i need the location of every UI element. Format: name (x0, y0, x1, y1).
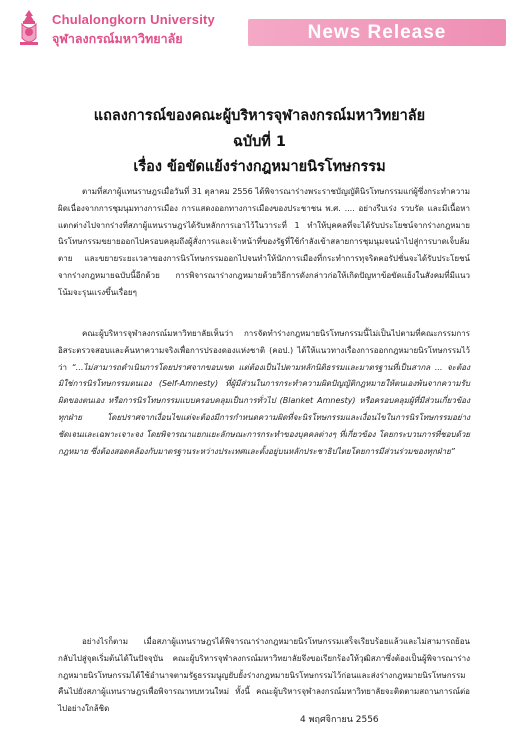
paragraph-2-quote: “...ไม่สามารถดำเนินการโดยปราศจากขอบเขต แต่ต้องเป็นไปตามหลักนิติธรรมและมาตรฐานที่เป็นสากล ... จะต้องมิใช่การนิรโทษกรรมตนเอง (Self-Amnesty) ที่ผู้มีส่วนในการกระทำความผิดปัญญัติกฎหมายให้ตนเองพ้นจากความรับผิดของตนเอง หรือการนิรโทษกรรมแบบครอบคลุมเป็นการทั่วไป (Blanket Amnesty) หรือครอบคลุมผู้ที่มีส่วนเกี่ยวข้องทุกฝ่าย โดยปราศจากเงื่อนไขแต่จะต้องมีการกำหนดความผิดที่จะนิรโทษกรรมและเงื่อนไขในการนิรโทษกรรมอย่างชัดเจนและเฉพาะเจาะจง โดยพิจารณาแยกแยะลักษณะการกระทำของบุคคลต่างๆ ที่เกี่ยวข้อง โดยกระบวนการที่ชอบด้วยกฎหมาย ซึ่งต้องสอดคล้องกับมาตรฐานระหว่างประเทศและตั้งอยู่บนหลักประชาธิปไตยโดยการมีส่วนร่วมของทุกฝ่าย” (58, 362, 470, 456)
paragraph-1: ตามที่สภาผู้แทนราษฎรเมื่อวันที่ 31 ตุลาคม 2556 ได้พิจารณาร่างพระราชบัญญัตินิรโทษกรรมแก่ผู้ซึ่งกระทำความผิดเนื่องจากการชุมนุมทางการเมือง การแสดงออกทางการเมืองของประชาชน พ.ศ. .... อย่างรีบเร่ง รวบรัด และมีเนื้อหาแตกต่างไปจากร่างที่สภาผู้แทนราษฎรได้รับหลักการเอาไว้ในวาระที่ 1 ทำให้บุคคลที่จะได้รับประโยชน์จากร่างกฎหมายนิรโทษกรรมขยายออกไปครอบคลุมถึงผู้สั่งการและเจ้าหน้าที่ของรัฐที่ใช้กำลังเข้าสลายการชุมนุมจนนำไปสู่การบาดเจ็บล้มตาย และขยายระยะเวลาของการนิรโทษกรรมออกไปจนทำให้นักการเมืองที่กระทำการทุจริตคอรัปชั่นจะได้รับประโยชน์จากร่างกฎหมายฉบับนี้อีกด้วย การพิจารณาร่างกฎหมายด้วยวิธีการดังกล่าวก่อให้เกิดปัญหาข้อขัดแย้งในสังคมที่มีแนวโน้มจะรุนแรงขึ้นเรื่อยๆ (58, 187, 470, 297)
document-subject: เรื่อง ข้อขัดแย้งร่างกฎหมายนิรโทษกรรม (133, 159, 386, 175)
paragraph-2 (58, 326, 470, 626)
paragraph-2-intro: คณะผู้บริหารจุฬาลงกรณ์มหาวิทยาลัยเห็นว่า การจัดทำร่างกฎหมายนิรโทษกรรมนี้ไม่เป็นไปตามที่คณะกรรมการอิสระตรวจสอบและค้นหาความจริงเพื่อการปรองดองแห่งชาติ (คอป.) ได้ให้แนวทางเรื่องการออกกฎหมายนิรโทษกรรมไว้ว่า (58, 329, 470, 372)
university-name-en: Chulalongkorn University (52, 12, 215, 27)
document-date: 4 พฤศจิกายน 2556 (300, 715, 379, 725)
paragraph-3: อย่างไรก็ตาม เมื่อสภาผู้แทนราษฎรได้พิจารณาร่างกฎหมายนิรโทษกรรมเสร็จเรียบร้อยแล้วและไม่สามารถย้อนกลับไปสู่จุดเริ่มต้นได้ในปัจจุบัน คณะผู้บริหารจุฬาลงกรณ์มหาวิทยาลัยจึงขอเรียกร้องให้วุฒิสภาซึ่งต้องเป็นผู้พิจารณาร่างกฎหมายนิรโทษกรรมได้ใช้อำนาจตามรัฐธรรมนูญยับยั้งร่างกฎหมายนิรโทษกรรมไว้ก่อนและส่งร่างกฎหมายนิรโทษกรรมคืนไปยังสภาผู้แทนราษฎรเพื่อพิจารณาทบทวนใหม่ ทั้งนี้ คณะผู้บริหารจุฬาลงกรณ์มหาวิทยาลัยจะติดตามสถานการณ์ต่อไปอย่างใกล้ชิด (58, 637, 470, 714)
document-issue-number: ฉบับที่ 1 (233, 134, 286, 150)
news-release-banner (248, 19, 506, 46)
university-seal-icon (14, 8, 44, 48)
header (0, 0, 519, 62)
university-name-th: จุฬาลงกรณ์มหาวิทยาลัย (52, 31, 183, 46)
document-title: แถลงการณ์ของคณะผู้บริหารจุฬาลงกรณ์มหาวิทยาลัย (93, 108, 426, 124)
news-release-label: News Release (307, 22, 447, 43)
